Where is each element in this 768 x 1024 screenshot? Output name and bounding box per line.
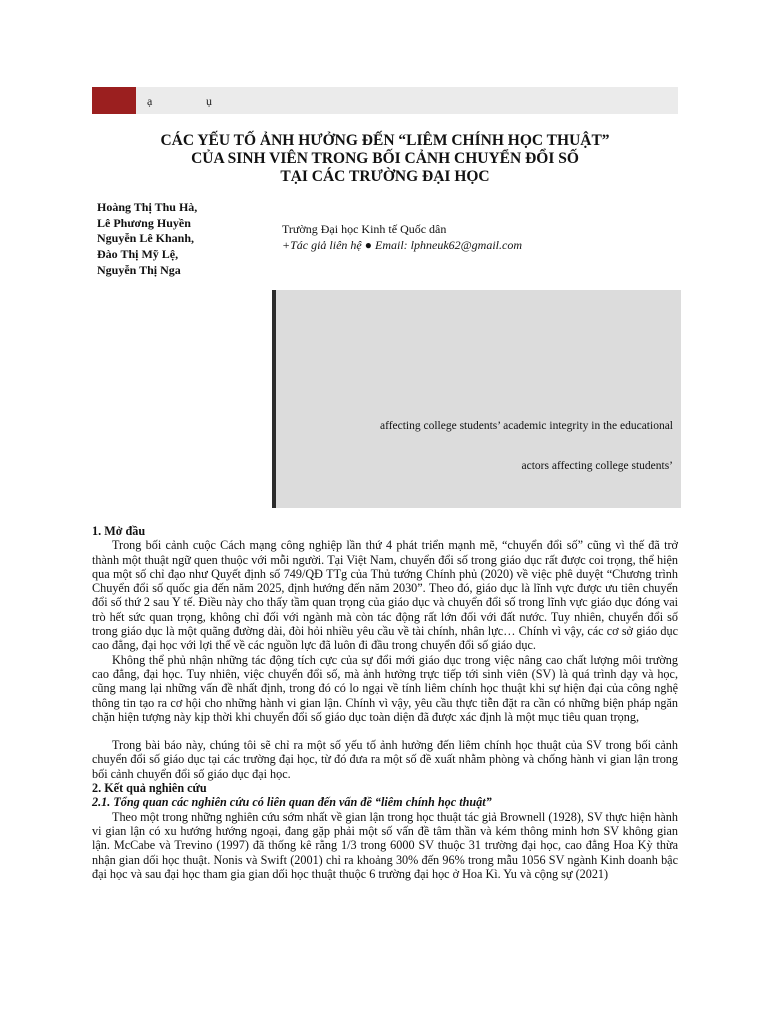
article-title xyxy=(92,132,678,186)
author-name: Đào Thị Mỹ Lệ, xyxy=(97,247,179,262)
section-heading-intro: 1. Mở đầu xyxy=(92,524,146,538)
author-list xyxy=(97,200,197,279)
article-body xyxy=(92,524,678,881)
abstract-line-2: actors affecting college students’ xyxy=(521,460,673,472)
section-heading-results: 2. Kết quả nghiên cứu xyxy=(92,781,207,796)
header-left-text: ạ xyxy=(147,94,153,108)
paragraph: Theo một trong những nghiên cứu sớm nhất về gian lận trong học thuật tác giả Brownell (1928), SV thực hiện hành vi gian lận có xu hướng hướng ngoại, đang gặp phải một số vấn đề tâm thần và kém thông minh hơn SV không gian lận. McCabe và Trevino (1997) đã thống kê rằng 1/3 trong 6000 SV thuộc 31 trường đại học, cao đẳng Hoa Kỳ thừa nhận gian dối học thuật. Nonis và Swift (2001) chỉ ra khoảng 30% đến 96% trong mẫu 1056 SV ngành Kinh doanh bậc đại học và sau đại học tham gia gian dối học thuật thuộc 6 trường đại học ở Hoa Kì. Yu và cộng sự (2021) xyxy=(92,809,678,881)
header-right-text: ụ xyxy=(206,94,212,108)
title-line-3: TẠI CÁC TRƯỜNG ĐẠI HỌC xyxy=(280,168,490,185)
affiliation-school: Trường Đại học Kinh tế Quốc dân xyxy=(282,222,447,236)
abstract-line-1: affecting college students’ academic integrity in the educational xyxy=(379,420,673,432)
author-name: Hoàng Thị Thu Hà, xyxy=(97,200,198,214)
title-line-1: CÁC YẾU TỐ ẢNH HƯỞNG ĐẾN “LIÊM CHÍNH HỌC THUẬT” xyxy=(160,132,610,149)
paragraph: Trong bài báo này, chúng tôi sẽ chỉ ra một số yếu tố ảnh hưởng đến liêm chính học thuật của SV trong bối cảnh chuyển đổi số giáo dục tại các trường đại học, từ đó đưa ra một số đề xuất nhằm phòng và chống hành vi gian lận trong bối cảnh chuyển đổi số giáo dục đại học. xyxy=(92,738,678,781)
author-name: Nguyễn Lê Khanh, xyxy=(97,231,195,246)
title-line-2: CỦA SINH VIÊN TRONG BỐI CẢNH CHUYỂN ĐỔI SỐ xyxy=(191,150,579,167)
header-red-block xyxy=(92,87,136,114)
page-header-bar xyxy=(92,87,678,114)
author-name: Lê Phương Huyền xyxy=(97,215,191,230)
paragraph: Trong bối cảnh cuộc Cách mạng công nghiệp lần thứ 4 phát triển mạnh mẽ, “chuyển đổi số” cũng vì thế đã trở thành một thuật ngữ quen thuộc với mỗi người. Tại Việt Nam, chuyển đổi số trong giáo dục rất được coi trọng, thể hiện qua một số chỉ đạo như Quyết định số 749/QĐ TTg của Thủ tướng Chính phủ (2020) về việc phê duyệt “Chương trình Chuyển đổi số quốc gia đến năm 2025, định hướng đến năm 2030”. Theo đó, giáo dục là lĩnh vực được ưu tiên chuyển đổi số thứ 2 sau Y tế. Điều này cho thấy tầm quan trọng của giáo dục và chuyển đổi số trong lĩnh vực giáo dục đóng vai trò hết sức quan trọng, không chỉ đối với ngành mà còn tác động rất lớn đối với đất nước. Tuy nhiên, chuyển đổi số trong giáo dục là một quãng đường dài, đòi hỏi nhiều yêu cầu về tài chính, nhân lực… Chính vì vậy, các cơ sở giáo dục cao đẳng, đại học với lợi thế về các nguồn lực đã luôn đi đầu trong chuyển đổi số giáo dục. xyxy=(92,538,678,653)
subsection-heading: 2.1. Tổng quan các nghiên cứu có liên quan đến vấn đề “liêm chính học thuật” xyxy=(92,795,492,810)
paragraph: Không thể phủ nhận những tác động tích cực của sự đổi mới giáo dục trong việc nâng cao chất lượng môi trường cao đẳng, đại học. Tuy nhiên, việc chuyển đổi số, mà ảnh hưởng trực tiếp tới sinh viên (SV) là quá trình dạy và học, cũng mang lại những vấn đề nhất định, trong đó có lo ngại về tính liêm chính học thuật khi sự hiện đại của công nghệ thông tin tạo ra cơ hội cho những hành vi gian lận. Chính vì vậy, yêu cầu thực tiễn đặt ra cần có những biện pháp ngăn chặn hiện tượng này kịp thời khi chuyển đổi số giáo dục toàn diện đã được xác định là một mục tiêu quan trọng, xyxy=(92,652,678,724)
affiliation xyxy=(282,222,522,253)
header-gray-band xyxy=(136,87,678,114)
affiliation-contact: +Tác giả liên hệ ● Email: lphneuk62@gmail.com xyxy=(282,237,523,252)
abstract-box xyxy=(272,290,681,508)
author-name: Nguyễn Thị Nga xyxy=(97,262,181,277)
